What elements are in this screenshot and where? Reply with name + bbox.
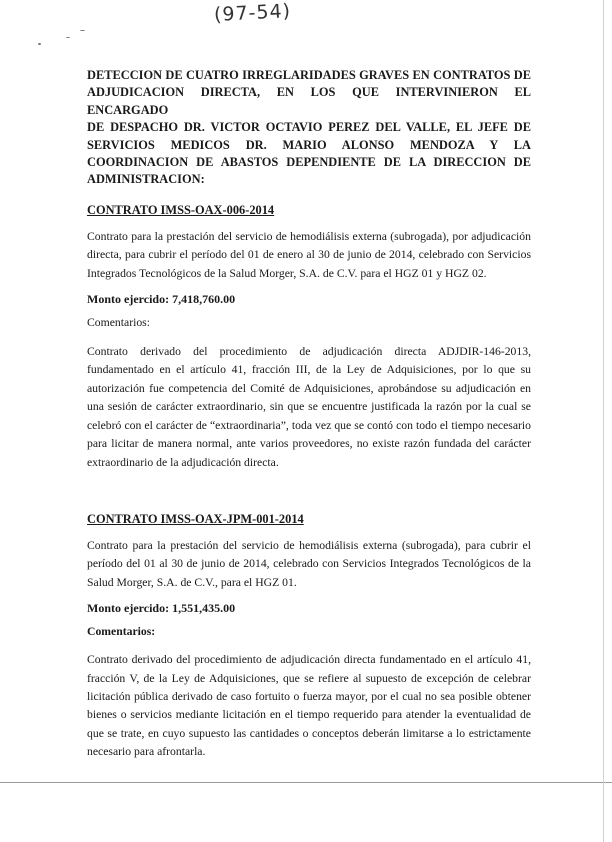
contract-description: Contrato para la prestación del servicio de hemodiálisis externa (subrogada), para cubrir el período del 01 al 30 de junio de 2014, celebrado con Servicios Integrados Tecnológicos de la Salud Morger, S.A. de C.V., para el HGZ 01.: [87, 538, 531, 589]
amount-value: 7,418,760.00: [172, 292, 236, 307]
document-body: [87, 67, 531, 762]
contract-description: Contrato para la prestación del servicio de hemodiálisis externa (subrogada), por adjudicación directa, para cubrir el período del 01 de enero al 30 de junio de 2014, celebrado con Servicios Integrados Tecnológicos de la Salud Morger, S.A. de C.V. para el HGZ 01 y HGZ 02.: [87, 229, 531, 280]
contract-heading: CONTRATO IMSS-OAX-006-2014: [87, 202, 275, 217]
amount-label: Monto ejercido:: [87, 601, 170, 616]
contract-section-1: [87, 203, 531, 472]
scan-side-edge: [603, 0, 604, 842]
comments-label: Comentarios:: [87, 625, 156, 639]
comments-label: Comentarios:: [87, 316, 150, 330]
contract-section-2: [87, 512, 531, 762]
comments-text: Contrato derivado del procedimiento de adjudicación directa ADJDIR-146-2013, fundamentado en el artículo 41, fracción III, de la Ley de Adquisiciones, por lo que su autorización fue competencia del Comité de Adquisiciones, aprobándose su adjudicación en una sesión de carácter extraordinario, sin que se encuentre justificada la razón por la cual se celebró con el carácter de “extraordinaria”, toda vez que se contó con todo el tiempo necesario para licitar de manera normal, ante varios proveedores, no existe razón fundada del carácter extraordinario de la adjudicación directa.: [87, 345, 531, 469]
contract-heading: CONTRATO IMSS-OAX-JPM-001-2014: [87, 511, 304, 526]
amount-label: Monto ejercido:: [87, 292, 170, 307]
scan-speck: [66, 37, 70, 38]
amount-value: 1,551,435.00: [172, 601, 236, 616]
scan-speck: [80, 30, 85, 31]
amount-line: [87, 292, 531, 307]
title-line: ADMINISTRACION:: [87, 172, 205, 187]
scan-speck: [38, 43, 41, 45]
document-title: [87, 67, 531, 189]
comments-text: Contrato derivado del procedimiento de adjudicación directa fundamentado en el artículo 41, fracción V, de la Ley de Adquisiciones, que se refiere al supuesto de excepción de celebrar licitación pública derivado de caso fortuito o fuerza mayor, por el cual no sea posible obtener bienes o servicios mediante licitación en el tiempo requerido para atender la eventualidad de que se trate, en cuyo supuesto las cantidades o conceptos deberán limitarse a lo estrictamente necesario para afrontarla.: [87, 653, 531, 759]
title-line: SERVICIOS MEDICOS DR. MARIO ALONSO MENDOZA Y LA: [87, 137, 531, 152]
title-line: COORDINACION DE ABASTOS DEPENDIENTE DE LA DIRECCION DE: [87, 155, 531, 170]
amount-line: [87, 601, 531, 616]
title-line: DETECCION DE CUATRO IRREGLARIDADES GRAVES EN CONTRATOS DE: [87, 68, 531, 82]
handwritten-note: (97-54): [213, 0, 292, 27]
title-line: ADJUDICACION DIRECTA, EN LOS QUE INTERVINIERON EL ENCARGADO: [87, 85, 531, 117]
title-line: DE DESPACHO DR. VICTOR OCTAVIO PEREZ DEL VALLE, EL JEFE DE: [87, 120, 531, 135]
scan-edge-line: [0, 782, 612, 783]
